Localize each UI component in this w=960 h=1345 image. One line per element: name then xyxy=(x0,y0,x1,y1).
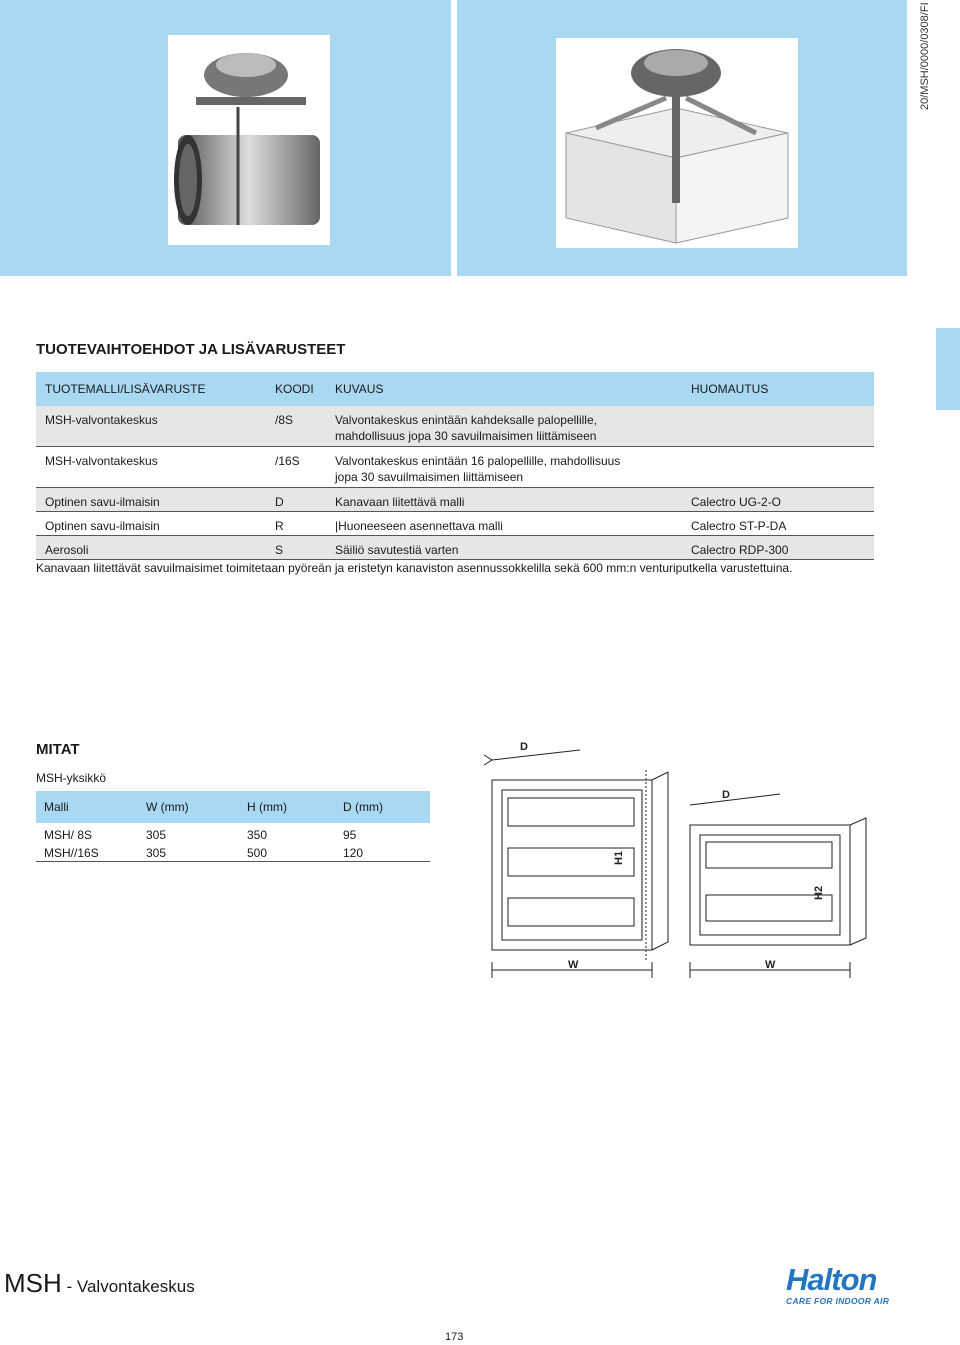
logo-wordmark: Halton xyxy=(786,1262,877,1297)
round-duct-damper-photo xyxy=(168,35,330,245)
row-description: Valvontakeskus enintään kahdeksalle palopellille, xyxy=(335,413,597,427)
cell-height: 350 xyxy=(247,828,268,842)
footer-product-title xyxy=(4,1268,195,1299)
dimensions-subtitle: MSH-yksikkö xyxy=(36,771,107,785)
cell-width: 305 xyxy=(146,828,167,842)
section-title: TUOTEVAIHTOEHDOT JA LISÄVARUSTEET xyxy=(36,341,346,358)
drawing-label-h1: H1 xyxy=(613,850,625,865)
product-name: MSH xyxy=(4,1268,62,1298)
cell-model: MSH//16S xyxy=(44,846,99,860)
row-model: Optinen savu-ilmaisin xyxy=(45,519,160,533)
drawing-label-w2: W xyxy=(765,959,776,971)
cell-model: MSH/ 8S xyxy=(44,828,93,842)
drawing-label-h2: H2 xyxy=(813,885,825,900)
drawing-label-w1: W xyxy=(568,959,579,971)
row-code: /8S xyxy=(275,413,294,427)
header-model: Malli xyxy=(44,800,69,814)
table-row xyxy=(36,406,874,447)
square-duct-damper-photo xyxy=(556,38,798,248)
installation-note: Kanavaan liitettävät savuilmaisimet toimitetaan pyöreän ja eristetyn kanaviston asennussokkelilla sekä 600 mm:n venturiputkella varustettuina. xyxy=(36,561,793,575)
row-note: Calectro UG-2-O xyxy=(691,495,782,509)
row-model: MSH-valvontakeskus xyxy=(45,454,158,468)
cell-width: 305 xyxy=(146,846,167,860)
header-note: HUOMAUTUS xyxy=(691,382,769,396)
header-code: KOODI xyxy=(275,382,314,396)
row-description: Valvontakeskus enintään 16 palopellille, mahdollisuus xyxy=(335,454,621,468)
row-description-cont: jopa 30 savuilmaisimen liittämiseen xyxy=(335,470,524,484)
product-subtitle: - Valvontakeskus xyxy=(61,1277,195,1296)
row-note: Calectro ST-P-DA xyxy=(691,519,787,533)
table-row xyxy=(36,844,430,862)
row-code: D xyxy=(275,495,284,509)
cell-depth: 95 xyxy=(343,828,357,842)
dimensions-table-header xyxy=(36,791,430,823)
row-model: MSH-valvontakeskus xyxy=(45,413,158,427)
row-description: |Huoneeseen asennettava malli xyxy=(335,519,503,533)
header-width: W (mm) xyxy=(146,800,189,814)
row-code: /16S xyxy=(275,454,300,468)
page-number: 173 xyxy=(445,1331,464,1343)
document-code: 20/MSH/0000/0308/FI xyxy=(919,2,931,110)
logo-tagline: CARE FOR INDOOR AIR xyxy=(786,1296,890,1306)
row-code: S xyxy=(275,543,284,557)
options-table-header xyxy=(36,372,874,406)
cell-depth: 120 xyxy=(343,846,364,860)
table-row xyxy=(36,536,874,560)
row-note: Calectro RDP-300 xyxy=(691,543,789,557)
table-row xyxy=(36,512,874,536)
cabinet-dimension-drawing xyxy=(480,730,880,1000)
row-model: Aerosoli xyxy=(45,543,89,557)
row-description: Kanavaan liitettävä malli xyxy=(335,495,465,509)
cell-height: 500 xyxy=(247,846,268,860)
header-height: H (mm) xyxy=(247,800,287,814)
row-model: Optinen savu-ilmaisin xyxy=(45,495,160,509)
header-description: KUVAUS xyxy=(335,382,384,396)
section-tab xyxy=(936,328,960,410)
dimensions-title: MITAT xyxy=(36,741,80,758)
header-depth: D (mm) xyxy=(343,800,383,814)
table-row xyxy=(36,826,430,844)
row-description-cont: mahdollisuus jopa 30 savuilmaisimen liittämiseen xyxy=(335,429,597,443)
row-description: Säiliö savutestiä varten xyxy=(335,543,459,557)
options-table xyxy=(36,372,874,560)
row-code: R xyxy=(275,519,284,533)
table-row xyxy=(36,488,874,512)
dimensions-table xyxy=(36,791,430,862)
halton-logo xyxy=(786,1264,910,1306)
drawing-label-d2: D xyxy=(722,789,730,801)
table-row xyxy=(36,447,874,488)
header-model: TUOTEMALLI/LISÄVARUSTE xyxy=(45,382,206,396)
drawing-label-d1: D xyxy=(520,741,528,753)
